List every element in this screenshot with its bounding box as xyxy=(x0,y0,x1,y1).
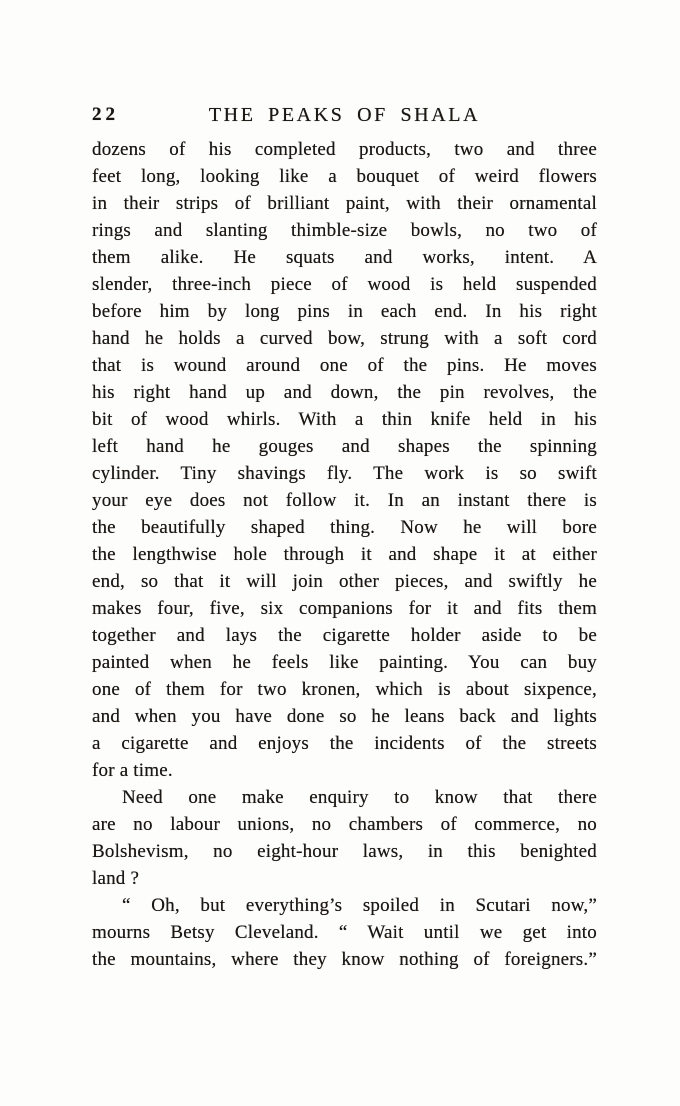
running-title: THE PEAKS OF SHALA xyxy=(208,104,481,126)
text-line: cylinder. Tiny shavings fly. The work is so swift xyxy=(92,463,597,484)
text-line: land ? xyxy=(92,868,140,889)
text-line: dozens of his completed products, two and three xyxy=(92,139,597,160)
text-line: are no labour unions, no chambers of commerce, no xyxy=(92,814,597,835)
text-line: for a time. xyxy=(92,760,173,781)
text-line: before him by long pins in each end. In his right xyxy=(92,301,597,322)
text-line: your eye does not follow it. In an instant there is xyxy=(92,490,597,511)
text-line: one of them for two kronen, which is about sixpence, xyxy=(92,679,597,700)
page-number: 22 xyxy=(92,104,119,125)
text-line: his right hand up and down, the pin revolves, the xyxy=(92,382,597,403)
text-line: Bolshevism, no eight-hour laws, in this benighted xyxy=(92,841,597,862)
text-line: “ Oh, but everything’s spoiled in Scutari now,” xyxy=(122,895,597,916)
text-line: that is wound around one of the pins. He moves xyxy=(92,355,597,376)
page-body xyxy=(92,136,597,973)
text-line: end, so that it will join other pieces, and swiftly he xyxy=(92,571,597,592)
text-line: in their strips of brilliant paint, with their ornamental xyxy=(92,193,597,214)
text-line: left hand he gouges and shapes the spinning xyxy=(92,436,597,457)
text-line: bit of wood whirls. With a thin knife held in his xyxy=(92,409,597,430)
text-line: rings and slanting thimble-size bowls, no two of xyxy=(92,220,597,241)
text-line: the lengthwise hole through it and shape it at either xyxy=(92,544,597,565)
text-line: a cigarette and enjoys the incidents of the streets xyxy=(92,733,597,754)
text-line: together and lays the cigarette holder aside to be xyxy=(92,625,597,646)
text-line: the beautifully shaped thing. Now he will bore xyxy=(92,517,597,538)
running-head xyxy=(92,101,597,129)
text-line: Need one make enquiry to know that there xyxy=(122,787,597,808)
text-line: and when you have done so he leans back and lights xyxy=(92,706,597,727)
text-line: hand he holds a curved bow, strung with a soft cord xyxy=(92,328,597,349)
text-line: slender, three-inch piece of wood is held suspended xyxy=(92,274,597,295)
text-line: painted when he feels like painting. You can buy xyxy=(92,652,597,673)
text-line: the mountains, where they know nothing of foreigners.” xyxy=(92,949,597,970)
text-line: makes four, five, six companions for it and fits them xyxy=(92,598,597,619)
text-line: feet long, looking like a bouquet of weird flowers xyxy=(92,166,597,187)
text-line: mourns Betsy Cleveland. “ Wait until we get into xyxy=(92,922,597,943)
text-line: them alike. He squats and works, intent. A xyxy=(92,247,597,268)
